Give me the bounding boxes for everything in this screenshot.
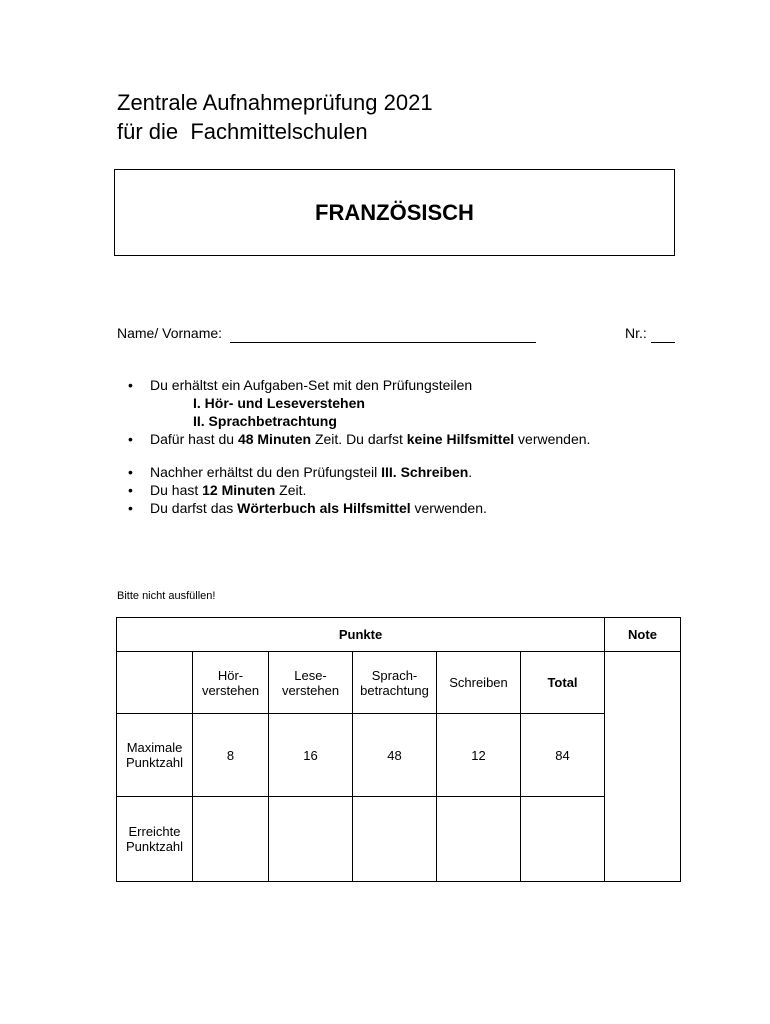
col-hoerverstehen: Hör- verstehen [193,652,269,714]
grade-header: Note [605,618,681,652]
col-schreiben: Schreiben [437,652,521,714]
achieved-schreiben[interactable] [437,797,521,882]
name-field[interactable] [230,342,536,343]
title-line-2: für die Fachmittelschulen [117,119,368,144]
exam-part-1: I. Hör- und Leseverstehen [193,395,365,411]
exam-part-2: II. Sprachbetrachtung [193,413,337,429]
instruction-item: • Du hast 12 Minuten Zeit. [128,481,728,499]
achieved-leseverstehen[interactable] [269,797,353,882]
achieved-sprachbetrachtung[interactable] [353,797,437,882]
achieved-total[interactable] [521,797,605,882]
points-header: Punkte [117,618,605,652]
title-line-1: Zentrale Aufnahmeprüfung 2021 [117,90,433,115]
instruction-item: • Du erhältst ein Aufgaben-Set mit den Prüfungsteilen [128,376,728,394]
max-sprachbetrachtung: 48 [353,714,437,797]
name-label: Name/ Vorname: [117,325,223,341]
max-leseverstehen: 16 [269,714,353,797]
exam-title [117,88,433,146]
number-label: Nr.: [625,325,647,341]
col-sprachbetrachtung: Sprach- betrachtung [353,652,437,714]
instruction-item: • Du darfst das Wörterbuch als Hilfsmittel verwenden. [128,499,728,517]
max-schreiben: 12 [437,714,521,797]
instruction-item: • Nachher erhältst du den Prüfungsteil III. Schreiben. [128,463,728,481]
row-achieved-points: Erreichte Punktzahl [117,797,193,882]
instruction-item: • Dafür hast du 48 Minuten Zeit. Du darfst keine Hilfsmittel verwenden. [128,430,728,448]
achieved-hoerverstehen[interactable] [193,797,269,882]
grade-cell[interactable] [605,652,681,882]
number-field[interactable] [651,342,675,343]
subject-title: FRANZÖSISCH [315,199,474,225]
max-total: 84 [521,714,605,797]
col-total: Total [521,652,605,714]
subject-box [114,169,675,256]
score-table [116,617,681,882]
row-max-points: Maximale Punktzahl [117,714,193,797]
instructions-list [128,376,728,517]
empty-header-cell [117,652,193,714]
col-leseverstehen: Lese- verstehen [269,652,353,714]
do-not-fill-note: Bitte nicht ausfüllen! [117,590,216,602]
max-hoerverstehen: 8 [193,714,269,797]
